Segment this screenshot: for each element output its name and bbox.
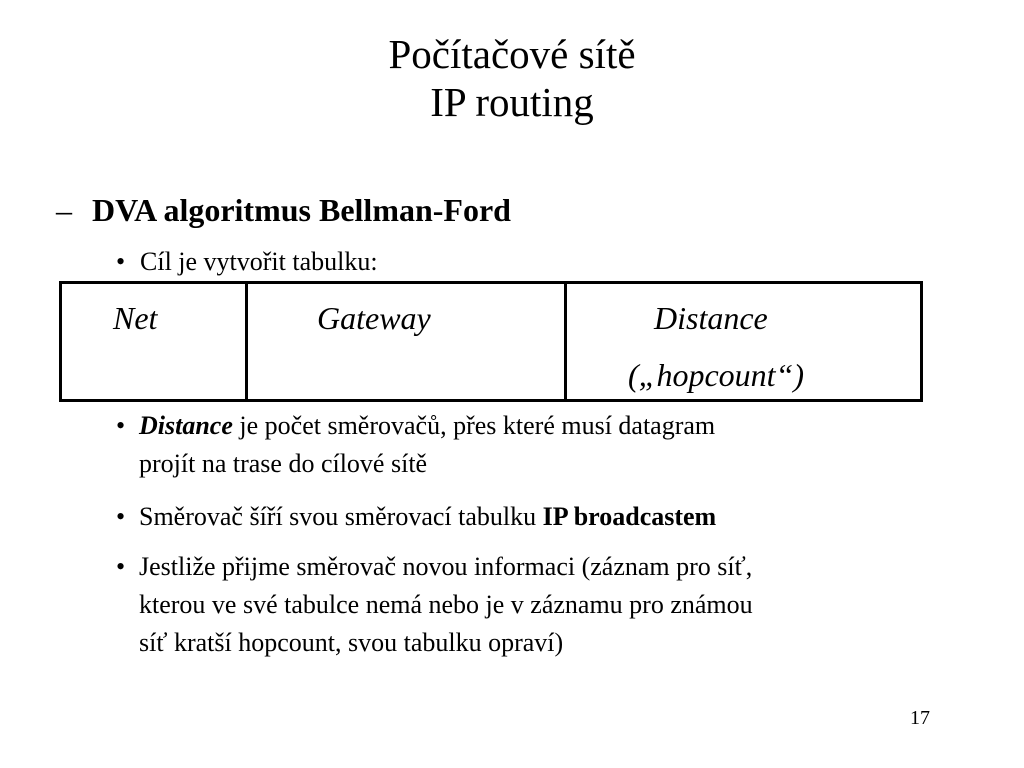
bullet-update — [116, 548, 956, 662]
routing-table — [59, 281, 923, 402]
broadcast-bold: IP broadcastem — [542, 502, 717, 531]
broadcast-text: Směrovač šíří svou směrovací tabulku — [139, 502, 543, 531]
title-line-2: IP routing — [430, 79, 594, 125]
bullet-broadcast — [116, 498, 956, 536]
table-header-hopcount: („hopcount“) — [628, 357, 804, 393]
distance-text-line2: projít na trase do cílové sítě — [139, 449, 428, 478]
table-header-distance: Distance — [654, 300, 768, 336]
table-header-net: Net — [113, 300, 158, 336]
goal-bullet — [116, 243, 378, 281]
bullet-marker: • — [116, 247, 126, 276]
distance-text: je počet směrovačů, přes které musí datagram — [232, 411, 716, 440]
title-line-1: Počítačové sítě — [388, 31, 636, 77]
heading-dva — [56, 190, 511, 230]
update-text-line3: síť kratší hopcount, svou tabulku opraví) — [139, 628, 564, 657]
heading-dash: – — [56, 192, 72, 228]
update-text-line2: kterou ve své tabulce nemá nebo je v záznamu pro známou — [139, 590, 753, 619]
slide-title — [0, 30, 1024, 126]
table-header-gateway: Gateway — [317, 300, 431, 336]
bullet-marker: • — [116, 411, 126, 440]
distance-term: Distance — [139, 411, 233, 440]
bullet-distance — [116, 407, 956, 483]
update-text-line1: Jestliže přijme směrovač novou informaci (záznam pro síť, — [139, 552, 753, 581]
table-divider-2 — [564, 284, 567, 399]
goal-text: Cíl je vytvořit tabulku: — [140, 247, 378, 276]
bullet-marker: • — [116, 552, 126, 581]
page-number: 17 — [910, 707, 930, 729]
heading-text: DVA algoritmus Bellman-Ford — [92, 192, 511, 228]
bullet-marker: • — [116, 502, 126, 531]
table-divider-1 — [245, 284, 248, 399]
